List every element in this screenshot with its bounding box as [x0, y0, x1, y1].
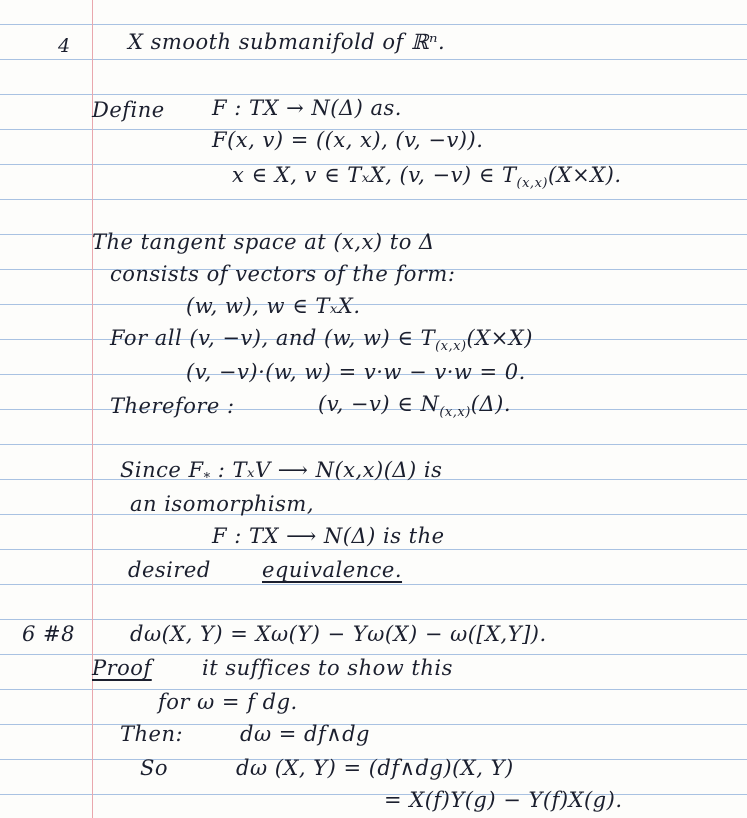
domain-line [232, 165, 622, 190]
for-all-line [110, 328, 533, 353]
for-all-pre: For all (v, −v), and (w, w) ∈ T [110, 326, 436, 350]
since-sub: * [203, 471, 211, 486]
problem-number-6-8: 6 #8 [22, 622, 75, 646]
therefore-post: (Δ). [470, 392, 512, 416]
since-pre: Since F [120, 458, 204, 482]
conclusion-map: F : TX ⟶ N(Δ) is the [212, 524, 445, 548]
final-expression: = X(f)Y(g) − Y(f)X(g). [384, 788, 623, 812]
d-omega-equation: dω(X, Y) = Xω(Y) − Yω(X) − ω([X,Y]). [130, 622, 547, 646]
since-line [120, 460, 442, 485]
for-omega-line: for ω = f dg. [158, 690, 298, 714]
problem-number-4: 4 [58, 35, 71, 57]
define-map: F : TX → N(Δ) as. [212, 96, 402, 120]
proof-label: Proof [92, 656, 152, 680]
for-all-sub: (x,x) [435, 339, 467, 354]
domain-post: (X×X). [547, 163, 622, 187]
domain-pre: x ∈ X, v ∈ TₓX, (v, −v) ∈ T [232, 163, 517, 187]
tangent-line-1: The tangent space at (x,x) to Δ [92, 230, 435, 254]
since-post: : TₓV ⟶ N(x,x)(Δ) is [210, 458, 443, 482]
define-label: Define [92, 98, 165, 122]
therefore-line [318, 394, 511, 419]
then-label: Then: [120, 722, 184, 746]
dot-product-line: (v, −v)·(w, w) = v·w − v·w = 0. [186, 360, 526, 384]
therefore-pre: (v, −v) ∈ N [318, 392, 440, 416]
domain-sub: (x,x) [516, 176, 548, 191]
tangent-line-3: (w, w), w ∈ TₓX. [186, 294, 361, 318]
so-text: dω (X, Y) = (df∧dg)(X, Y) [236, 756, 514, 780]
problem-statement: X smooth submanifold of ℝⁿ. [128, 30, 446, 54]
isomorphism-line: an isomorphism, [130, 492, 315, 516]
therefore-label: Therefore : [110, 394, 235, 418]
then-text: dω = df∧dg [240, 722, 370, 746]
therefore-sub: (x,x) [439, 405, 471, 420]
tangent-line-2: consists of vectors of the form: [110, 262, 456, 286]
desired-word: desired [128, 558, 211, 582]
so-label: So [140, 756, 169, 780]
proof-text: it suffices to show this [202, 656, 453, 680]
for-all-post: (X×X) [466, 326, 533, 350]
formula-F: F(x, v) = ((x, x), (v, −v)). [212, 128, 484, 152]
equivalence-word: equivalence. [262, 558, 403, 582]
